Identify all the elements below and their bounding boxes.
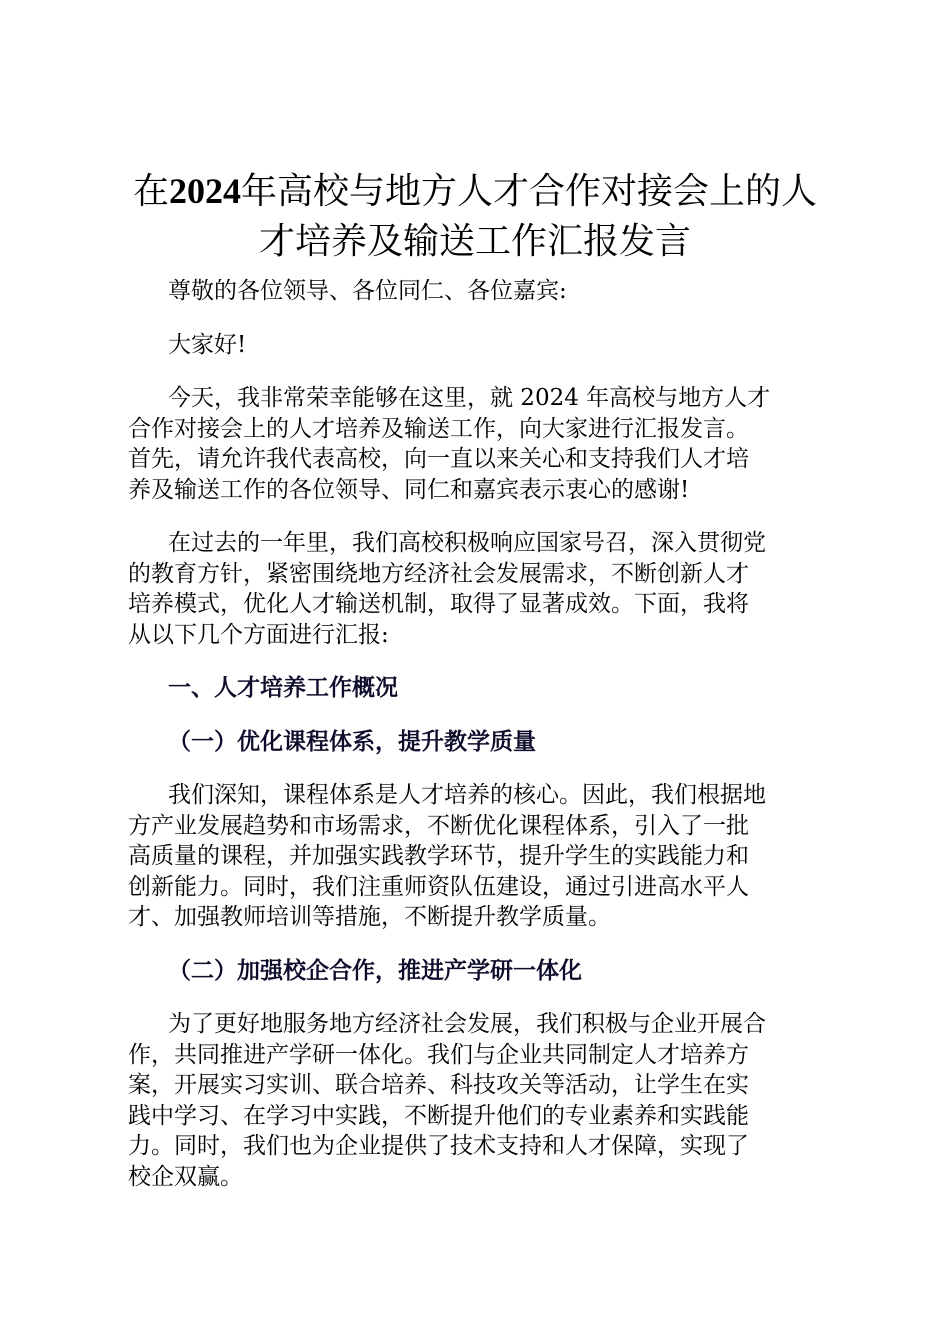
overview-line: 从以下几个方面进行汇报: — [128, 621, 389, 648]
intro-paragraph — [128, 383, 828, 505]
sub-heading-1: （一）优化课程体系，提升教学质量 — [168, 728, 536, 755]
sub2-paragraph — [128, 1009, 828, 1192]
title-rest: 年高校与地方人才合作对接会上的人 — [241, 171, 818, 212]
greeting-text: 大家好! — [168, 331, 247, 358]
sub-heading-2: （二）加强校企合作，推进产学研一体化 — [168, 957, 582, 984]
overview-line: 的教育方针，紧密围绕地方经济社会发展需求，不断创新人才 — [128, 560, 749, 587]
sub1-line: 方产业发展趋势和市场需求，不断优化课程体系，引入了一批 — [128, 812, 749, 839]
sub2-line: 践中学习、在学习中实践，不断提升他们的专业素养和实践能 — [128, 1102, 749, 1129]
document-title — [100, 166, 850, 267]
sub1-paragraph — [128, 780, 828, 933]
sub1-line: 创新能力。同时，我们注重师资队伍建设，通过引进高水平人 — [128, 873, 749, 900]
salutation-text: 尊敬的各位领导、各位同仁、各位嘉宾: — [168, 278, 567, 304]
sub2-line: 力。同时，我们也为企业提供了技术支持和人才保障，实现了 — [128, 1133, 749, 1159]
intro-line: 养及输送工作的各位领导、同仁和嘉宾表示衷心的感谢! — [128, 476, 690, 503]
overview-line: 在过去的一年里，我们高校积极响应国家号召，深入贯彻党 — [168, 530, 766, 556]
sub2-line: 校企双赢。 — [128, 1163, 243, 1190]
greeting — [128, 330, 828, 361]
sub2-line: 案，开展实习实训、联合培养、科技攻关等活动，让学生在实 — [128, 1072, 749, 1098]
title-prefix: 在 — [132, 171, 169, 212]
overview-paragraph — [128, 528, 828, 650]
intro-line: 合作对接会上的人才培养及输送工作，向大家进行汇报发言。 — [128, 415, 749, 442]
document-body — [128, 276, 828, 1215]
sub1-line: 我们深知，课程体系是人才培养的核心。因此，我们根据地 — [168, 782, 766, 808]
sub2-line: 作，共同推进产学研一体化。我们与企业共同制定人才培养方 — [128, 1041, 749, 1068]
sub2-line: 为了更好地服务地方经济社会发展，我们积极与企业开展合 — [168, 1011, 766, 1037]
title-line-2: 才培养及输送工作汇报发言 — [258, 221, 691, 262]
title-line-1 — [100, 166, 850, 217]
title-year: 2024 — [169, 171, 241, 211]
salutation — [128, 276, 828, 307]
sub1-line: 才、加强教师培训等措施，不断提升教学质量。 — [128, 904, 611, 930]
intro-line: 今天，我非常荣幸能够在这里，就 2024 年高校与地方人才 — [168, 385, 771, 411]
sub1-line: 高质量的课程，并加强实践教学环节，提升学生的实践能力和 — [128, 843, 749, 869]
overview-line: 培养模式，优化人才输送机制，取得了显著成效。下面，我将 — [128, 591, 749, 617]
section-heading-1: 一、人才培养工作概况 — [168, 675, 398, 701]
intro-line: 首先，请允许我代表高校，向一直以来关心和支持我们人才培 — [128, 446, 749, 472]
